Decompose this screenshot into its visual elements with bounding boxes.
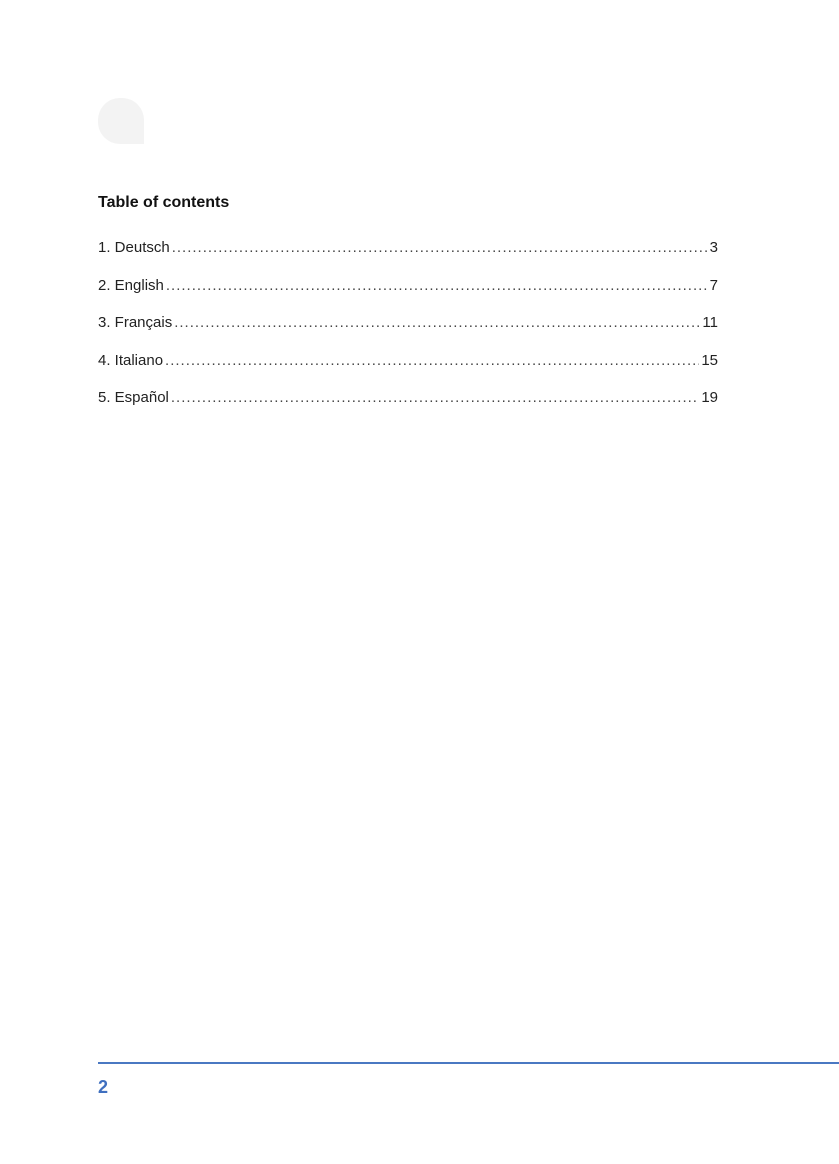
toc-list — [98, 238, 718, 426]
logo-icon — [98, 98, 144, 144]
toc-entry-page: 3 — [709, 239, 718, 256]
toc-entry-espanol[interactable] — [98, 388, 718, 426]
toc-entry-francais[interactable] — [98, 313, 718, 351]
dot-leader — [171, 388, 699, 408]
toc-entry-page: 19 — [701, 389, 718, 406]
toc-entry-italiano[interactable] — [98, 351, 718, 389]
toc-entry-deutsch[interactable] — [98, 238, 718, 276]
toc-entry-title: 2. English — [98, 276, 164, 294]
dot-leader — [166, 276, 708, 296]
toc-entry-page: 11 — [702, 314, 718, 331]
footer-divider — [98, 1062, 839, 1064]
toc-entry-title: 3. Français — [98, 314, 173, 331]
toc-entry-page: 7 — [709, 276, 718, 294]
toc-entry-page: 15 — [701, 351, 718, 369]
dot-leader — [165, 351, 699, 371]
dot-leader — [174, 313, 700, 333]
toc-heading: Table of contents — [98, 194, 230, 211]
toc-entry-title: 5. Español — [98, 389, 169, 406]
toc-entry-english[interactable] — [98, 276, 718, 314]
page-number: 2 — [98, 1077, 109, 1097]
toc-entry-title: 4. Italiano — [98, 351, 164, 369]
dot-leader — [172, 238, 708, 258]
toc-entry-title: 1. Deutsch — [98, 239, 170, 256]
